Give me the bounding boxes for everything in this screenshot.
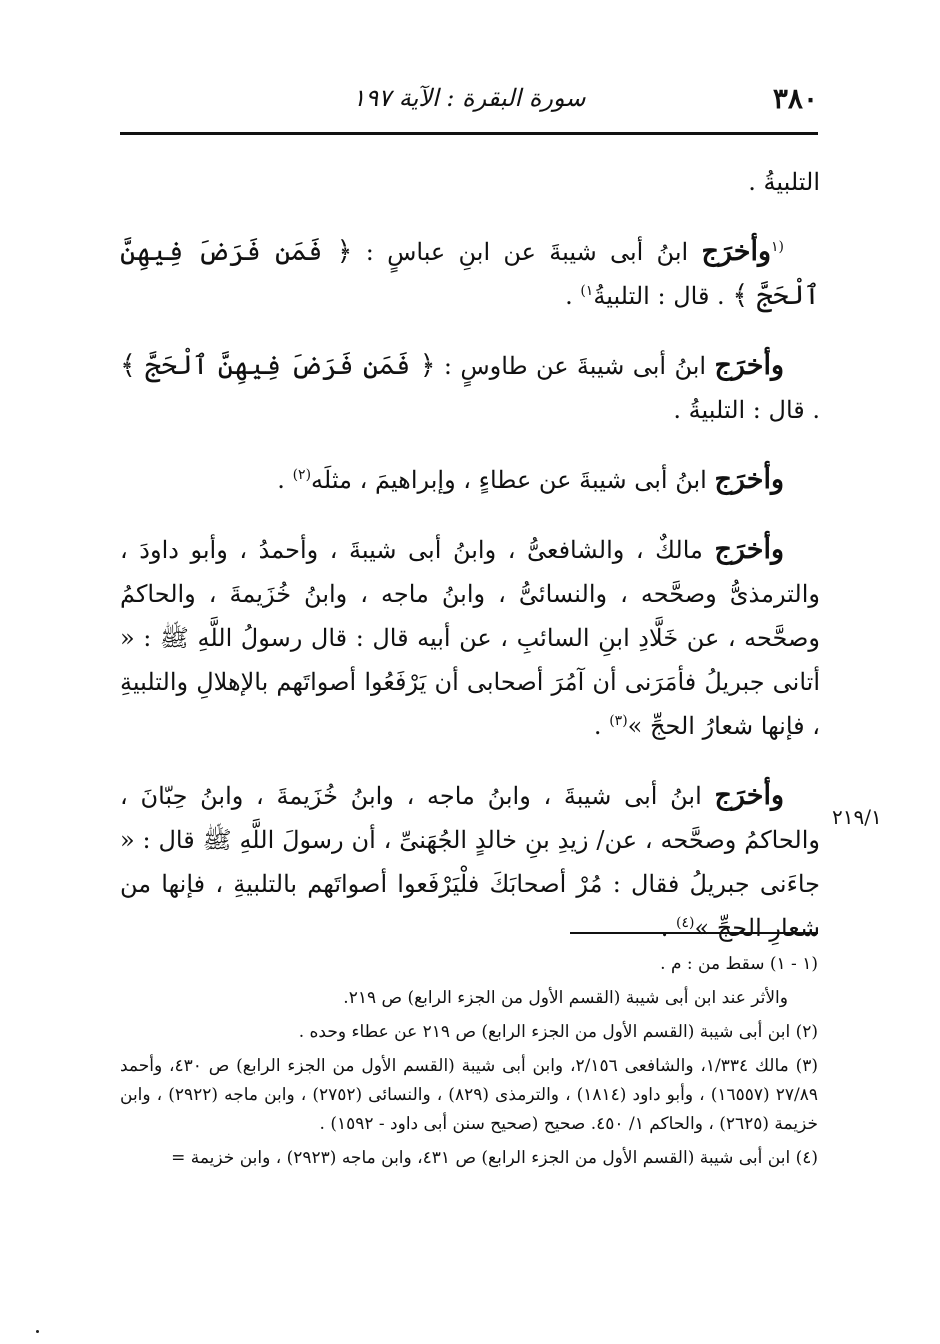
- quran-verse: ﴿ فَمَن فَرَضَ فِيهِنَّ ٱلْحَجَّ ﴾: [120, 350, 436, 381]
- paragraph-3-lead: وأخرَج: [714, 464, 784, 495]
- footnote-ref-3: (٣): [609, 713, 628, 729]
- paragraph-3-text-b: .: [277, 466, 293, 494]
- omission-mark-close: ١): [580, 283, 594, 299]
- footnote-3: (٣) مالك ١/٣٣٤، والشافعى ٢/١٥٦، وابن أبى شيبة (القسم الأول من الجزء الرابع) ص ٤٣٠، وأحمد ٢٧/٨٩ (١٦٥٥٧) ، وأبو داود (١٨١٤) ، والترمذى (٨٢٩) ، والنسائى (٢٧٥٢) ، وابن ماجه (٢٩٢٢) ، وابن خزيمة (٢٦٢٥) ، والحاكم ١/ ٤٥٠. صحيح (صحيح سنن أبى داود - ١٥٩٢) .: [120, 1056, 819, 1134]
- paragraph-5: [120, 774, 820, 950]
- paragraph-1-text-b: . قال : التلبيةُ: [593, 282, 733, 310]
- paragraph-2-text-a: ابنُ أبى شيبةَ عن طاوسٍ :: [435, 352, 715, 380]
- footnote-2: (٢) ابن أبى شيبة (القسم الأول من الجزء الرابع) ص ٢١٩ عن عطاء وحده .: [298, 1022, 818, 1042]
- footnote-separator: [570, 932, 818, 934]
- footnote-1: (١ - ١) سقط من : م .: [660, 954, 818, 974]
- paragraph-4: [120, 528, 820, 748]
- paragraph-1: [120, 230, 820, 318]
- running-title: سورة البقرة : الآية ١٩٧: [352, 84, 586, 112]
- main-text: [120, 160, 820, 976]
- page-number: ٣٨٠: [772, 82, 818, 115]
- paragraph-4-text-b: .: [593, 712, 610, 740]
- footnote-4: (٤) ابن أبى شيبة (القسم الأول من الجزء الرابع) ص ٤٣١، وابن ماجه (٢٩٢٣) ، وابن خزيمة =: [171, 1148, 818, 1168]
- paragraph-2-text-b: . قال : التلبيةُ .: [673, 396, 820, 424]
- page-header: [120, 80, 818, 128]
- header-rule: [120, 132, 818, 135]
- footnotes: [120, 950, 818, 1178]
- quran-verse: ﴿ فَمَن فَرَضَ فِيهِنَّ ٱلْحَجَّ ﴾: [120, 236, 820, 311]
- footnote-ref-4: (٤): [676, 915, 695, 931]
- paragraph-3-text-a: ابنُ أبى شيبةَ عن عطاءٍ ، وإبراهيمَ ، مثلَه: [311, 466, 715, 494]
- paragraph-5-lead: وأخرَج: [714, 780, 784, 811]
- paragraph-1-text-a: ابنُ أبى شيبةَ عن ابنِ عباسٍ :: [352, 238, 702, 266]
- paragraph-0-text: التلبيةُ .: [748, 168, 820, 196]
- paragraph-4-text-a: مالكٌ ، والشافعىُّ ، وابنُ أبى شيبةَ ، وأحمدُ ، وأبو داودَ ، والترمذىُّ وصحَّحه ، والنسائىُّ ، وابنُ ماجه ، وابنُ خُزَيمةَ ، والحاكمُ وصحَّحه ، عن خَلَّادِ ابنِ السائبِ ، عن أبيه قال : قال رسولُ اللَّهِ ﷺ : « أتانى جبريلُ فأمَرَنى أن آمُرَ أصحابى أن يَرْفَعُوا أصواتَهم بالإهلالِ والتلبيةِ ، فإنها شعارُ الحجِّ »: [120, 536, 820, 740]
- scan-speck: [36, 1330, 39, 1333]
- paragraph-2: [120, 344, 820, 432]
- footnote-ref-2: (٢): [292, 467, 312, 483]
- paragraph-1-text-c: .: [565, 282, 581, 310]
- paragraph-0: [120, 160, 820, 204]
- paragraph-1-lead: وأخرَج: [701, 236, 771, 267]
- paragraph-2-lead: وأخرَج: [714, 350, 784, 381]
- paragraph-5-text-a: ابنُ أبى شيبةَ ، وابنُ ماجه ، وابنُ خُزَيمةَ ، وابنُ حِبّانَ ، والحاكمُ وصحَّحه ، عن/ زيدِ بنِ خالدٍ الجُهَنىِّ ، أن رسولَ اللَّهِ ﷺ قال : « جاءَنى جبريلُ فقال : مُرْ أصحابَكَ فلْيَرْفَعوا أصواتَهم بالتلبيةِ ، فإنها من شعارِ الحجِّ »: [120, 782, 820, 942]
- omission-mark-open: (١: [771, 239, 784, 255]
- paragraph-3: [120, 458, 820, 502]
- margin-reference: ٢١٩/١: [832, 805, 882, 829]
- paragraph-4-lead: وأخرَج: [714, 534, 784, 565]
- paragraph-5-text-b: .: [660, 914, 677, 942]
- footnote-1-continuation: والأثر عند ابن أبى شيبة (القسم الأول من الجزء الرابع) ص ٢١٩.: [343, 988, 788, 1008]
